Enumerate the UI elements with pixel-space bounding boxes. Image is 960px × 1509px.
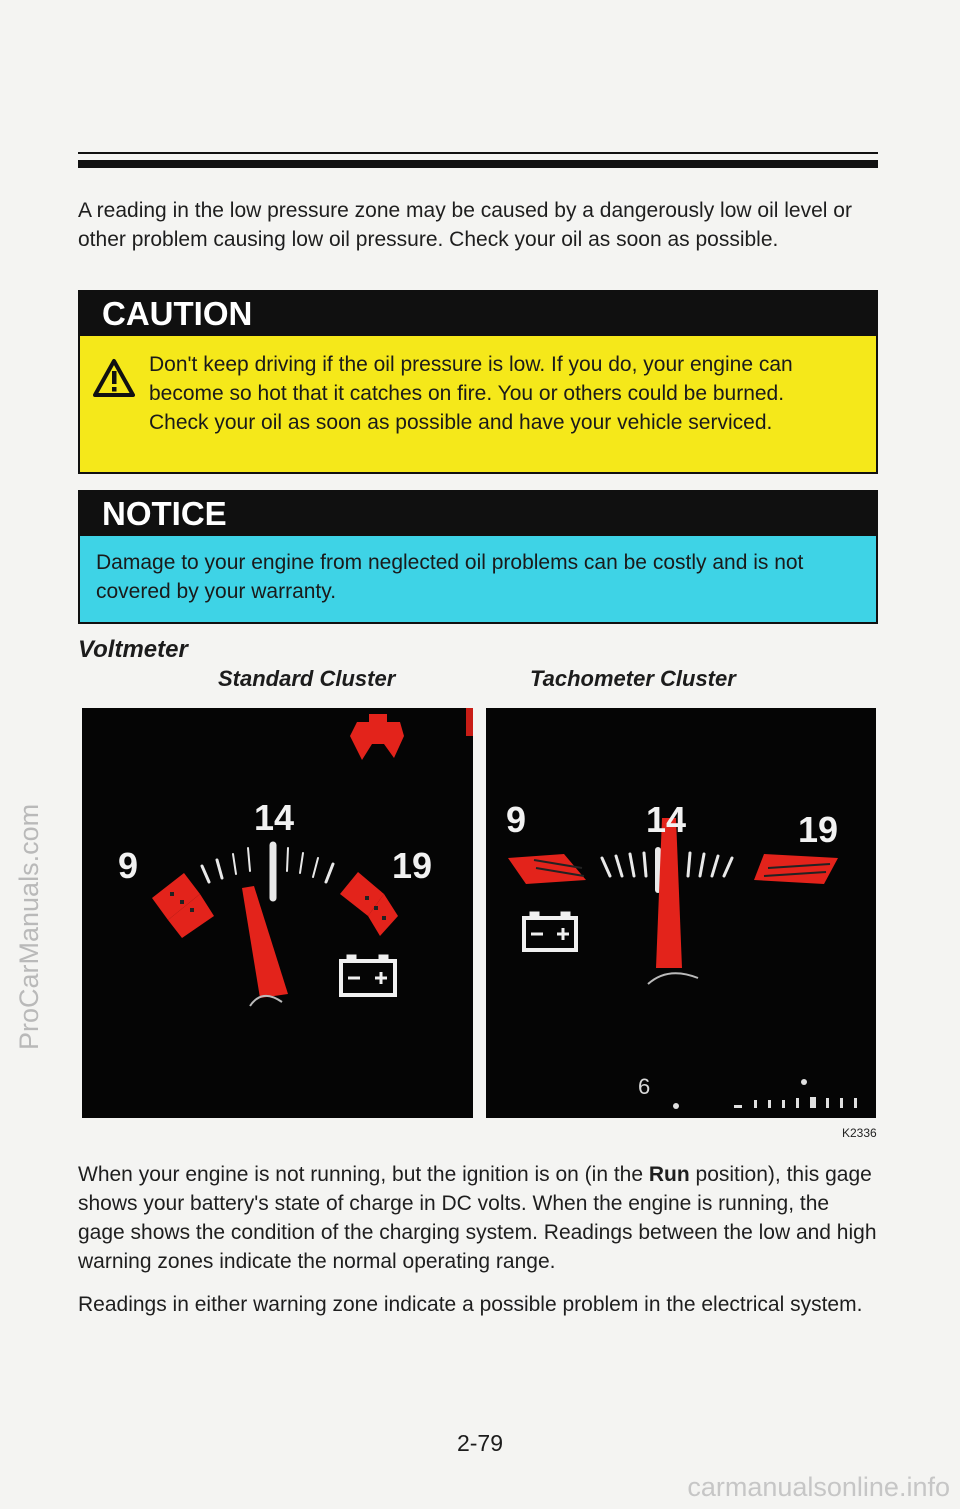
standard-cluster-label: Standard Cluster	[218, 666, 396, 691]
scale-label-low: 9	[118, 845, 139, 886]
voltmeter-needle	[656, 818, 682, 968]
scale-label-mid: 14	[254, 797, 295, 838]
notice-text: Damage to your engine from neglected oil problems can be costly and is not covered by your warranty.	[96, 551, 804, 603]
body-paragraph-1	[78, 1160, 878, 1276]
notice-box	[78, 536, 878, 624]
standard-cluster-gauge	[82, 708, 473, 1118]
battery-icon	[524, 912, 576, 950]
scale-ticks	[202, 845, 333, 898]
section-title: Voltmeter	[78, 636, 188, 663]
caution-heading: CAUTION	[78, 290, 878, 338]
warning-triangle-icon	[93, 358, 135, 398]
body-paragraph-2: Readings in either warning zone indicate a possible problem in the electrical system.	[78, 1293, 863, 1316]
scale-label-low: 9	[506, 799, 527, 840]
header-rule-thin	[78, 152, 878, 154]
caution-box	[78, 336, 878, 474]
bottom-watermark: carmanualsonline.info	[687, 1472, 950, 1502]
intro-paragraph: A reading in the low pressure zone may be caused by a dangerously low oil level or other problem causing low oil pressure. Check your oil as soon as possible.	[78, 199, 852, 251]
run-position-label: Run	[648, 1163, 690, 1186]
tachometer-cluster-label: Tachometer Cluster	[530, 666, 736, 691]
body-paragraph-1-before: When your engine is not running, but the ignition is on (in the	[78, 1163, 649, 1186]
page-number: 2-79	[456, 1430, 504, 1456]
side-watermark: ProCarManuals.com	[14, 803, 44, 1050]
body-paragraph-1-after: position), this gage shows your battery's state of charge in DC volts. When the engine is running, the gage shows the condition of the charging system. Readings between the low and high warning zones indicate the normal operating range.	[78, 1163, 877, 1273]
figure-code: K2336	[842, 1126, 877, 1140]
scale-label-high: 19	[798, 809, 839, 850]
scale-label-high: 19	[392, 845, 433, 886]
header-rule-thick	[78, 160, 878, 168]
caution-text: Don't keep driving if the oil pressure is low. If you do, your engine can become so hot that it catches on fire. You or others could be burned. Check your oil as soon as possible and have your vehicle serviced.	[149, 353, 793, 434]
notice-heading: NOTICE	[78, 490, 878, 538]
red-warning-symbol	[350, 714, 404, 760]
voltmeter-needle	[242, 886, 288, 998]
battery-icon	[341, 955, 395, 995]
tachometer-cluster-gauge	[486, 708, 876, 1118]
scale-label-mid: 14	[646, 799, 687, 840]
tach-scale-marks	[673, 1079, 857, 1109]
tach-digit: 6	[638, 1074, 651, 1099]
